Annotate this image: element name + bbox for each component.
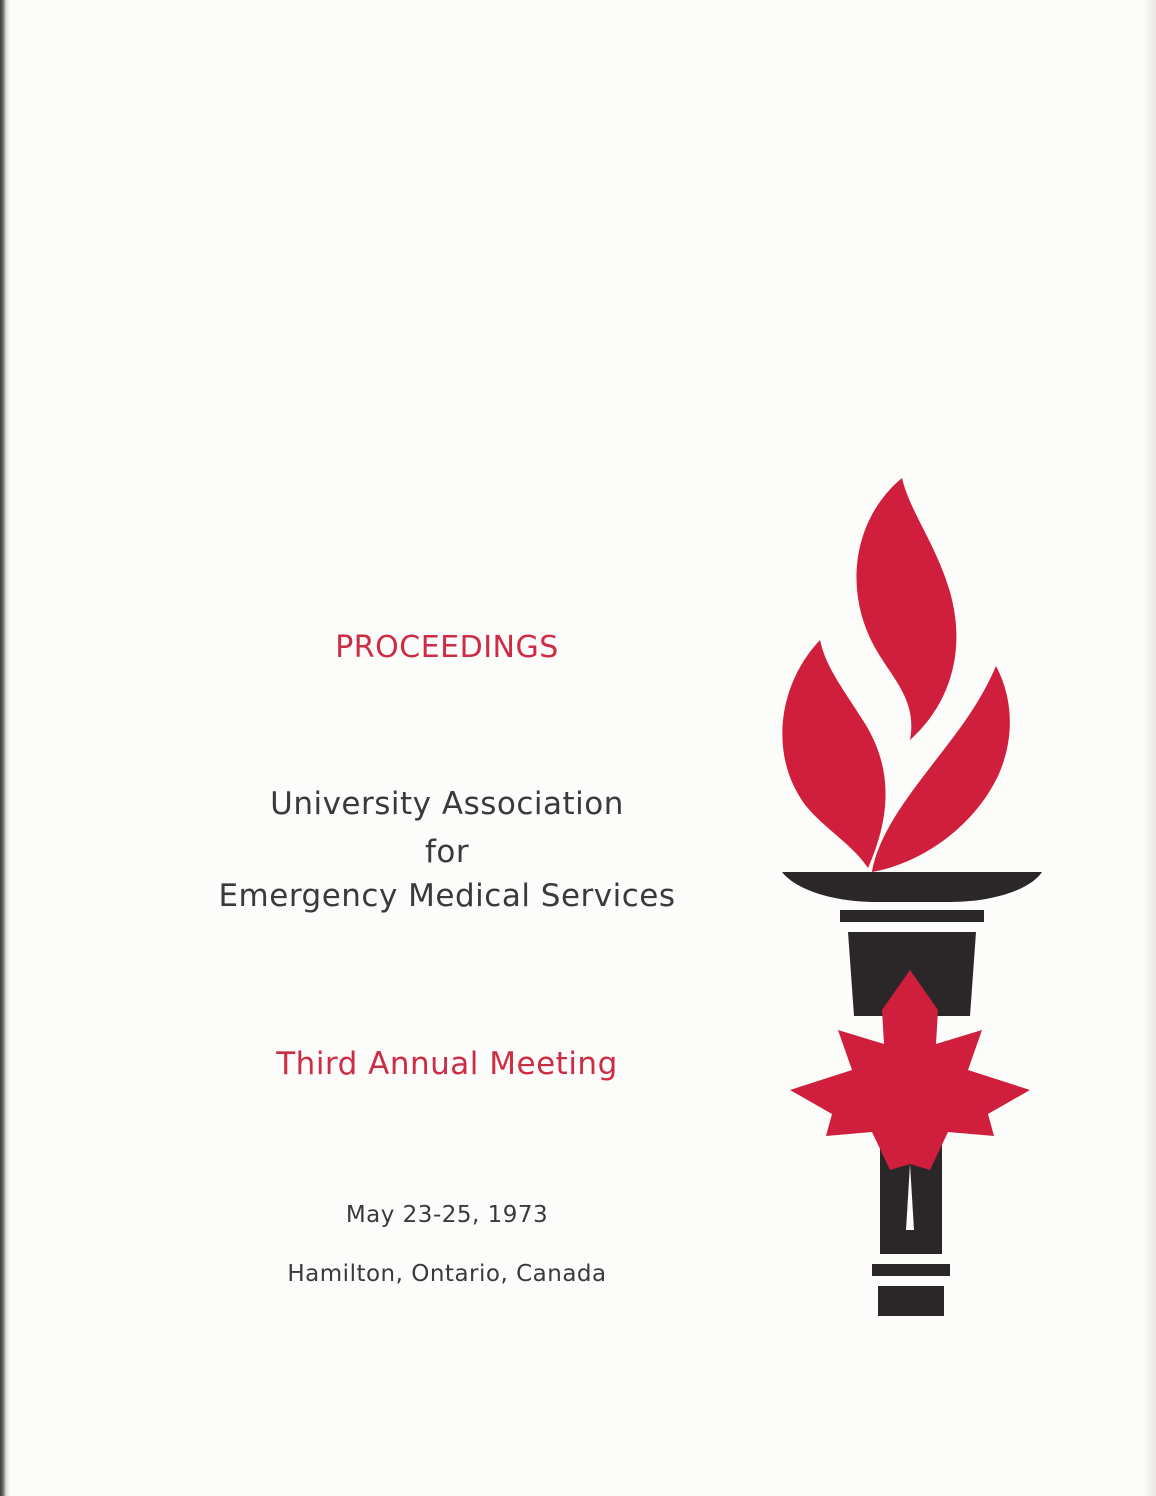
binding-edge [0, 0, 10, 1496]
meeting-location: Hamilton, Ontario, Canada [287, 1261, 607, 1287]
torch-with-maple-leaf-icon [760, 470, 1050, 1330]
organization-line-3: Emergency Medical Services [218, 878, 676, 914]
organization-line-2: for [424, 834, 470, 870]
flame-icon [782, 478, 1010, 872]
cover-heading: PROCEEDINGS [335, 630, 559, 665]
maple-leaf-icon [790, 970, 1030, 1170]
page-edge [1142, 0, 1156, 1496]
meeting-title: Third Annual Meeting [276, 1046, 618, 1082]
organization-line-1: University Association [270, 786, 624, 822]
meeting-dates: May 23-25, 1973 [345, 1202, 549, 1228]
